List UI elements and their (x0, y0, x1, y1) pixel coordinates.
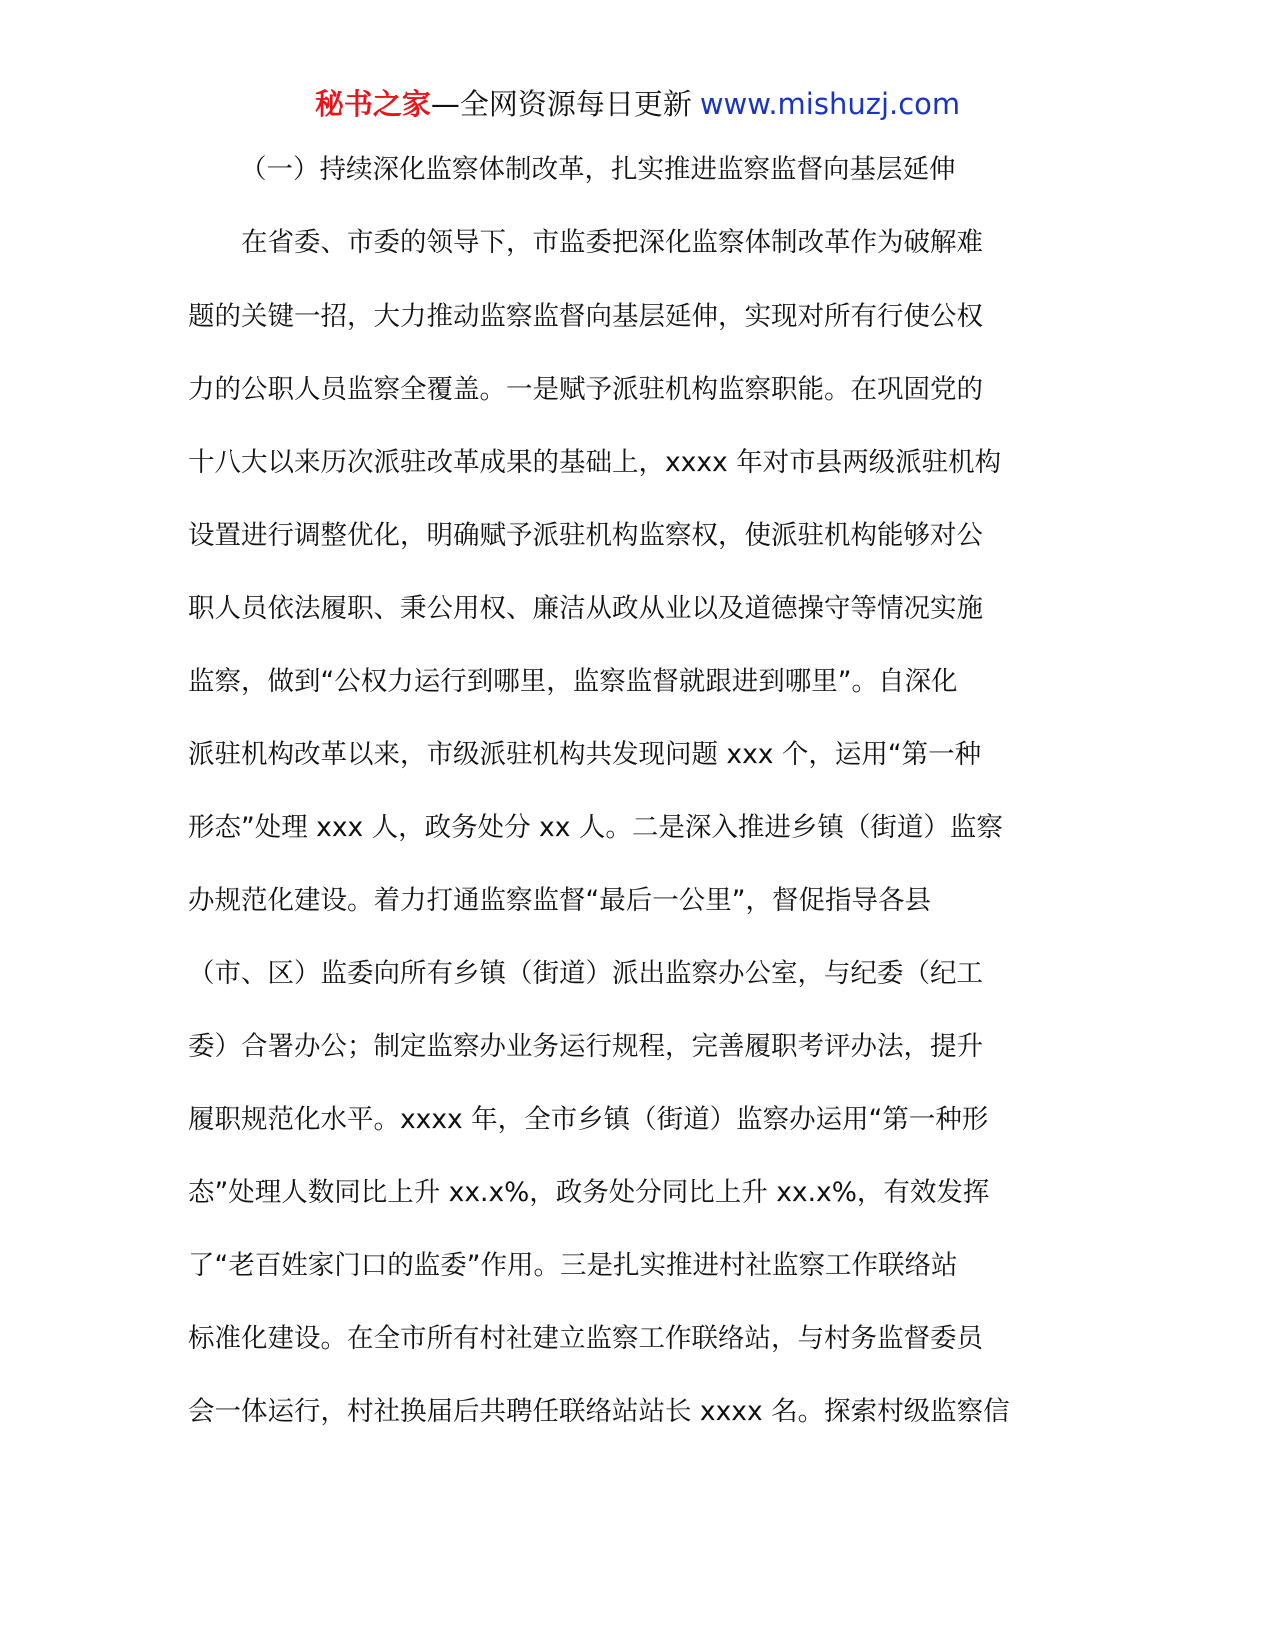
body-line-12: 委）合署办公；制定监察办业务运行规程，完善履职考评办法，提升 (188, 1031, 983, 1062)
body-line-9: 形态”处理 xxx 人，政务处分 xx 人。二是深入推进乡镇（街道）监察 (188, 812, 1003, 843)
body-line-11: （市、区）监委向所有乡镇（街道）派出监察办公室，与纪委（纪工 (188, 958, 983, 989)
section-heading: （一）持续深化监察体制改革，扎实推进监察监督向基层延伸 (240, 154, 956, 185)
page-header (0, 84, 1275, 124)
body-line-4: 十八大以来历次派驻改革成果的基础上，xxxx 年对市县两级派驻机构 (188, 447, 1002, 478)
body-line-6: 职人员依法履职、秉公用权、廉洁从政从业以及道德操守等情况实施 (188, 593, 983, 624)
site-url-link[interactable]: www.mishuzj.com (699, 87, 961, 121)
body-line-3: 力的公职人员监察全覆盖。一是赋予派驻机构监察职能。在巩固党的 (188, 374, 983, 405)
body-line-7: 监察，做到“公权力运行到哪里，监察监督就跟进到哪里”。自深化 (188, 666, 958, 697)
body-line-8: 派驻机构改革以来，市级派驻机构共发现问题 xxx 个，运用“第一种 (188, 739, 982, 770)
body-line-13: 履职规范化水平。xxxx 年，全市乡镇（街道）监察办运用“第一种形 (188, 1104, 989, 1135)
brand-name: 秘书之家 (314, 87, 431, 121)
body-line-14: 态”处理人数同比上升 xx.x%，政务处分同比上升 xx.x%，有效发挥 (188, 1177, 990, 1208)
body-line-10: 办规范化建设。着力打通监察监督“最后一公里”，督促指导各县 (188, 885, 931, 916)
body-line-16: 标准化建设。在全市所有村社建立监察工作联络站，与村务监督委员 (188, 1323, 983, 1354)
body-line-2: 题的关键一招，大力推动监察监督向基层延伸，实现对所有行使公权 (188, 301, 983, 332)
body-line-1: 在省委、市委的领导下，市监委把深化监察体制改革作为破解难 (241, 227, 983, 258)
body-line-17: 会一体运行，村社换届后共聘任联络站站长 xxxx 名。探索村级监察信 (188, 1396, 1010, 1427)
header-tagline: —全网资源每日更新 (430, 87, 692, 121)
body-line-15: 了“老百姓家门口的监委”作用。三是扎实推进村社监察工作联络站 (188, 1250, 958, 1281)
body-line-5: 设置进行调整优化，明确赋予派驻机构监察权，使派驻机构能够对公 (188, 520, 983, 551)
